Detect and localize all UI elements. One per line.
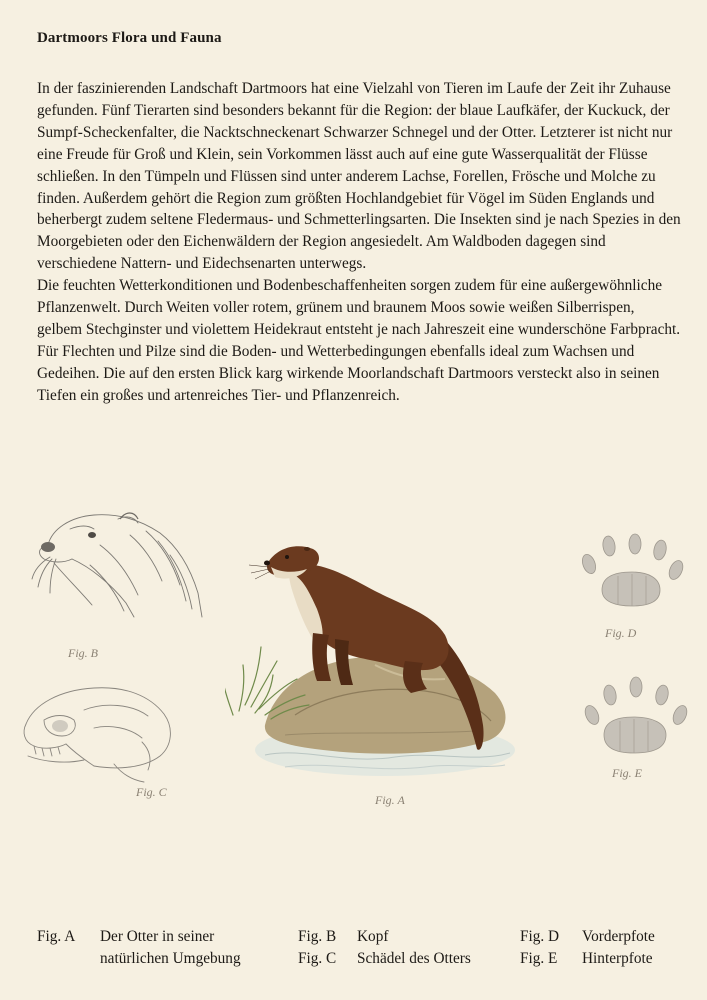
body-text — [37, 78, 683, 407]
caption-b-label: Fig. B — [298, 928, 337, 945]
caption-d-text: Vorderpfote — [582, 928, 655, 945]
otter-on-rock-illustration — [225, 535, 525, 790]
fig-d-label: Fig. D — [605, 626, 637, 640]
fig-b-label: Fig. B — [68, 646, 98, 660]
front-paw-print — [578, 530, 688, 612]
caption-a-label: Fig. A — [37, 928, 76, 945]
page-title: Dartmoors Flora und Fauna — [37, 30, 222, 46]
fig-e-label: Fig. E — [612, 766, 642, 780]
caption-a-text-1: Der Otter in seiner — [100, 928, 215, 945]
otter-skull-sketch — [14, 680, 184, 785]
caption-a-text-2: natürlichen Umgebung — [100, 949, 241, 967]
paragraph-1: In der faszinierenden Landschaft Dartmoors hat eine Vielzahl von Tieren im Laufe der Zeit ihr Zuhause gefunden. Fünf Tierarten sind besonders bekannt für die Region: der blaue Laufkäfer, der Kuckuck, der Sumpf-Scheckenfalter, die Nacktschneckenart Schwarzer Schnegel und der Otter. Letzterer ist nicht nur eine Freude für Groß und Klein, sein Vorkommen lässt auch auf eine gute Wasserqualität der Flüsse schließen. In den Tümpeln und Flüssen sind unter anderem Lachse, Forellen, Frösche und Molche zu finden. Außerdem gehört die Region zum größten Hochlandgebiet für Vögel im Süden Englands und beherbergt zudem seltene Fledermaus- und Schmetterlingsarten. Die Insekten sind je nach Spezies in den Moorgebieten oder den Eichenwäldern der Region angesiedelt. Am Waldboden dagegen sind verschiedene Nattern- und Eidechsenarten unterwegs. — [37, 80, 681, 273]
caption-e-text: Hinterpfote — [582, 949, 653, 967]
caption-b-text: Kopf — [357, 928, 389, 945]
caption-c-text: Schädel des Otters — [357, 949, 471, 967]
caption-c-label: Fig. C — [298, 949, 337, 967]
otter-head-sketch — [30, 505, 210, 620]
caption-d-label: Fig. D — [520, 928, 560, 945]
caption-e-label: Fig. E — [520, 949, 558, 967]
paragraph-2: Die feuchten Wetterkonditionen und Bodenbeschaffenheiten sorgen zudem für eine außergewöhnliche Pflanzenwelt. Durch Weiten voller rotem, grünem und braunem Moos sowie weißen Silberrispen, gelbem Stechginster und violettem Heidekraut entsteht je nach Jahreszeit eine wunderschöne Farbpracht. Für Flechten und Pilze sind die Boden- und Wetterbedingungen ebenfalls ideal zum Wachsen und Gedeihen. Die auf den ersten Blick karg wirkende Moorlandschaft Dartmoors versteckt also in seinen Tiefen ein großes und artenreiches Tier- und Pflanzenreich. — [37, 277, 681, 404]
hind-paw-print — [582, 673, 692, 758]
fig-a-label: Fig. A — [375, 793, 405, 807]
figure-captions — [37, 926, 677, 976]
fig-c-label: Fig. C — [136, 785, 167, 799]
